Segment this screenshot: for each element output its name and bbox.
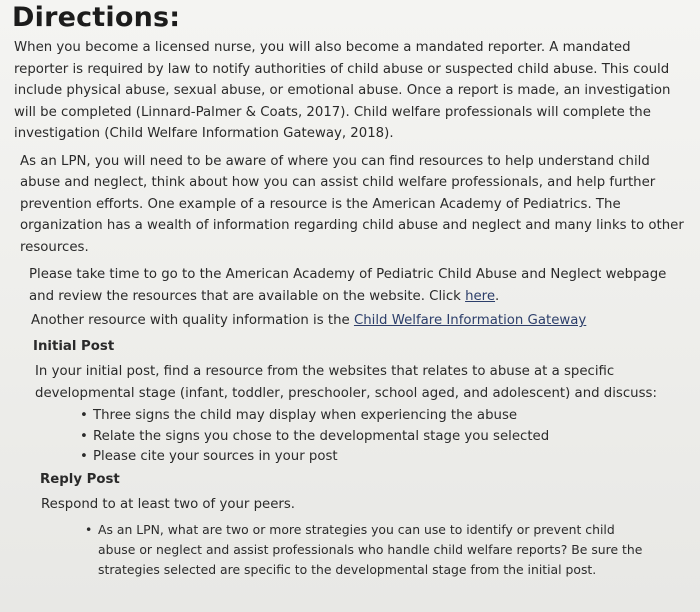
list-item: • Please cite your sources in your post	[80, 447, 686, 468]
initial-post-heading: Initial Post	[33, 338, 115, 354]
reply-post-instructions: Respond to at least two of your peers.	[41, 497, 296, 512]
child-welfare-gateway-link[interactable]: Child Welfare Information Gateway	[353, 313, 587, 328]
mandated-reporter-paragraph: When you become a licensed nurse, you will also become a mandated reporter. A mandated reporter is required by law to notify authorities of child abuse or suspected child abuse. This could include physical abuse, sexual abuse, or emotional abuse. Once a report is made, an investigation will be completed (Linnard-Palmer & Coats, 2017). Child welfare professionals will complete the investigation (Child Welfare Information Gateway, 2018).	[14, 40, 671, 141]
aap-paragraph	[12, 264, 686, 307]
reply-post-list	[12, 520, 645, 580]
initial-post-instructions: In your initial post, find a resource from the websites that relates to abuse at a specific developmental stage (infant, toddler, preschooler, school aged, and adolescent) and discuss:	[35, 364, 657, 401]
list-item: • Three signs the child may display when experiencing the abuse	[80, 406, 686, 427]
resources-paragraph: As an LPN, you will need to be aware of where you can find resources to help understand child abuse and neglect, think about how you can assist child welfare professionals, and help further prevention efforts. One example of a resource is the American Academy of Pediatrics. The organization has a wealth of information regarding child abuse and neglect and many links to other resources.	[20, 153, 684, 255]
aap-paragraph-end: .	[495, 288, 500, 304]
gateway-paragraph-text: Another resource with quality information is the	[31, 313, 354, 328]
page-title: Directions:	[12, 2, 181, 33]
list-item: • Relate the signs you chose to the developmental stage you selected	[80, 427, 686, 448]
here-link[interactable]: here	[465, 288, 496, 304]
reply-post-heading: Reply Post	[40, 471, 120, 487]
gateway-paragraph	[12, 310, 686, 332]
list-item: • As an LPN, what are two or more strategies you can use to identify or prevent child abuse or neglect and assist professionals who handle child welfare reports? Be sure the strategies selected are specific to the developmental stage from the initial post.	[85, 520, 645, 580]
aap-paragraph-text: Please take time to go to the American Academy of Pediatric Child Abuse and Neglect webpage and review the resources that are available on the website. Click	[29, 267, 667, 304]
initial-post-list	[12, 406, 686, 468]
